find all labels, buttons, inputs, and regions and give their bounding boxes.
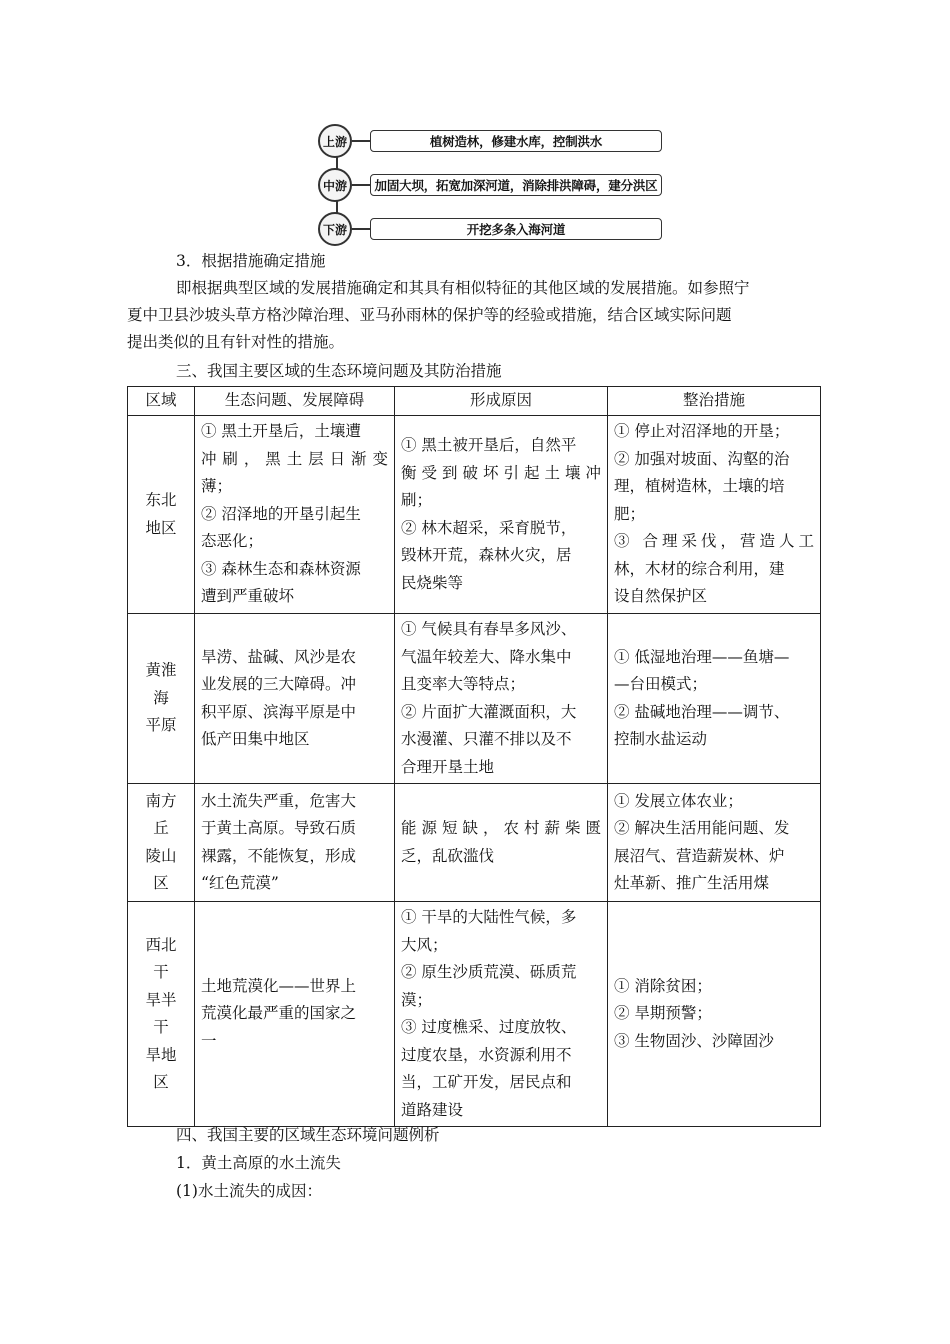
region-line: 旱半 <box>145 990 177 1009</box>
region-line: 干 <box>153 1018 169 1036</box>
cell-line: 一 <box>201 1031 217 1050</box>
connector-downstream <box>352 228 370 230</box>
region-line: 陵山 <box>145 846 177 865</box>
cell-line: ③ 合理采伐，营造人工 <box>614 532 814 551</box>
section3-line-1: 即根据典型区域的发展措施确定和其具有相似特征的其他区域的发展措施。如参照宁 <box>176 279 750 297</box>
cell-line: —台田模式； <box>614 675 708 693</box>
cell-line: ③ 过度樵采、过度放牧、 <box>401 1018 577 1036</box>
cell-line: 旱涝、盐碱、风沙是农 <box>201 647 357 666</box>
section3-heading: 3．根据措施确定措施 <box>176 252 326 270</box>
cell-line: ① 低湿地治理——鱼塘— <box>614 647 790 666</box>
region-line: 丘 <box>153 819 169 837</box>
region-line: 东北 <box>145 491 177 509</box>
cell-line: 民烧柴等 <box>401 573 464 592</box>
cell-line: 刷； <box>401 491 433 509</box>
problems-cell <box>195 784 395 902</box>
cell-line: 裸露，不能恢复，形成 <box>201 846 357 865</box>
header-measures: 整治措施 <box>608 387 821 416</box>
cell-line: 业发展的三大障碍。冲 <box>201 675 357 693</box>
part4-sub1: 1．黄土高原的水土流失 <box>176 1154 341 1172</box>
ecology-table <box>127 386 821 1127</box>
cell-line: ② 旱期预警； <box>614 1004 712 1023</box>
cell-line: ① 停止对沼泽地的开垦； <box>614 422 790 441</box>
cell-line: 乏，乱砍滥伐 <box>401 846 495 865</box>
cell-line: 荒漠化最严重的国家之 <box>201 1004 357 1023</box>
region-line: 地区 <box>145 518 177 537</box>
river-management-diagram <box>318 122 666 244</box>
region-cell <box>128 784 195 902</box>
cell-line: 林，木材的综合利用，建 <box>614 559 785 578</box>
cell-line: 气温年较差大、降水集中 <box>401 647 572 666</box>
cell-line: 冲刷，黑土层日渐变 <box>201 449 388 468</box>
box-upstream: 植树造林，修建水库，控制洪水 <box>370 130 662 152</box>
region-line: 区 <box>153 1073 169 1091</box>
table-row <box>128 416 821 614</box>
cell-line: ① 气候具有春旱多风沙、 <box>401 620 577 638</box>
cell-line: ② 片面扩大灌溉面积，大 <box>401 702 577 721</box>
header-region: 区域 <box>128 387 195 416</box>
problems-cell <box>195 902 395 1127</box>
box-midstream: 加固大坝，拓宽加深河道，消除排洪障碍，建分洪区 <box>370 174 662 196</box>
cell-line: 低产田集中地区 <box>201 730 310 748</box>
table-row <box>128 614 821 784</box>
causes-cell <box>395 902 608 1127</box>
cell-line: “红色荒漠” <box>201 874 279 892</box>
cell-line: 漠； <box>401 990 433 1009</box>
cell-line: 且变率大等特点； <box>401 675 526 693</box>
box-downstream: 开挖多条入海河道 <box>370 218 662 240</box>
region-cell <box>128 614 195 784</box>
region-line: 平原 <box>145 716 177 735</box>
node-midstream: 中游 <box>318 168 352 202</box>
cell-line: ③ 生物固沙、沙障固沙 <box>614 1031 774 1050</box>
causes-cell <box>395 416 608 614</box>
causes-cell <box>395 784 608 902</box>
node-downstream: 下游 <box>318 212 352 246</box>
region-line: 西北 <box>145 935 177 954</box>
part4-title: 四、我国主要的区域生态环境问题例析 <box>176 1126 440 1144</box>
cell-line: 肥； <box>614 504 646 523</box>
cell-line: 过度农垦，水资源利用不 <box>401 1045 572 1064</box>
cell-line: 毁林开荒，森林火灾，居 <box>401 546 572 564</box>
cell-line: 土地荒漠化——世界上 <box>201 976 357 995</box>
table-header-row <box>128 387 821 416</box>
cell-line: 展沼气、营造薪炭林、炉 <box>614 846 785 865</box>
region-line: 南方 <box>145 791 177 810</box>
cell-line: 能源短缺，农村薪柴匮 <box>401 819 601 837</box>
region-line: 旱地 <box>145 1045 177 1064</box>
table-row <box>128 784 821 902</box>
cell-line: 衡受到破坏引起土壤冲 <box>401 463 601 482</box>
cell-line: 道路建设 <box>401 1100 464 1119</box>
cell-line: 控制水盐运动 <box>614 730 708 748</box>
region-line: 黄淮 <box>145 661 177 680</box>
cell-line: ② 加强对坡面、沟壑的治 <box>614 449 790 468</box>
section3-line-2: 夏中卫县沙坡头草方格沙障治理、亚马孙雨林的保护等的经验或措施，结合区域实际问题 <box>127 306 732 324</box>
cell-line: ① 消除贫困； <box>614 976 712 995</box>
cell-line: ① 黑土开垦后，土壤遭 <box>201 422 361 441</box>
cell-line: 灶革新、推广生活用煤 <box>614 874 770 892</box>
cell-line: ② 原生沙质荒漠、砾质荒 <box>401 963 577 981</box>
cell-line: ② 林木超采，采育脱节， <box>401 518 577 537</box>
cell-line: 设自然保护区 <box>614 587 708 606</box>
connector-midstream <box>352 184 370 186</box>
region-cell <box>128 416 195 614</box>
cell-line: 遭到严重破坏 <box>201 587 295 606</box>
section3-line-3: 提出类似的且有针对性的措施。 <box>127 333 345 351</box>
measures-cell <box>608 784 821 902</box>
cell-line: 大风； <box>401 935 448 954</box>
cell-line: 积平原、滨海平原是中 <box>201 702 357 721</box>
problems-cell <box>195 614 395 784</box>
cell-line: 于黄土高原。导致石质 <box>201 819 357 837</box>
cell-line: ① 干旱的大陆性气候，多 <box>401 908 577 926</box>
cell-line: 水土流失严重，危害大 <box>201 791 357 810</box>
table-row <box>128 902 821 1127</box>
cell-line: 态恶化； <box>201 532 264 551</box>
cell-line: ① 发展立体农业； <box>614 791 743 810</box>
region-line: 干 <box>153 963 169 981</box>
cell-line: 薄； <box>201 477 233 496</box>
measures-cell <box>608 416 821 614</box>
part4-sub2: (1)水土流失的成因： <box>176 1182 322 1200</box>
problems-cell <box>195 416 395 614</box>
cell-line: ② 沼泽地的开垦引起生 <box>201 504 361 523</box>
node-upstream: 上游 <box>318 124 352 158</box>
cell-line: ③ 森林生态和森林资源 <box>201 559 361 578</box>
connector-upstream <box>352 140 370 142</box>
cell-line: ② 解决生活用能问题、发 <box>614 819 790 837</box>
region-cell <box>128 902 195 1127</box>
header-causes: 形成原因 <box>395 387 608 416</box>
measures-cell <box>608 614 821 784</box>
cell-line: 合理开垦土地 <box>401 757 495 776</box>
cell-line: ① 黑土被开垦后，自然平 <box>401 436 577 454</box>
measures-cell <box>608 902 821 1127</box>
cell-line: 水漫灌、只灌不排以及不 <box>401 730 572 748</box>
cell-line: ② 盐碱地治理——调节、 <box>614 702 790 721</box>
cell-line: 当，工矿开发，居民点和 <box>401 1073 572 1091</box>
region-line: 区 <box>153 874 169 892</box>
region-line: 海 <box>153 688 169 707</box>
header-problems: 生态问题、发展障碍 <box>195 387 395 416</box>
part3-title: 三、我国主要区域的生态环境问题及其防治措施 <box>176 362 502 380</box>
causes-cell <box>395 614 608 784</box>
cell-line: 理，植树造林，土壤的培 <box>614 477 785 496</box>
